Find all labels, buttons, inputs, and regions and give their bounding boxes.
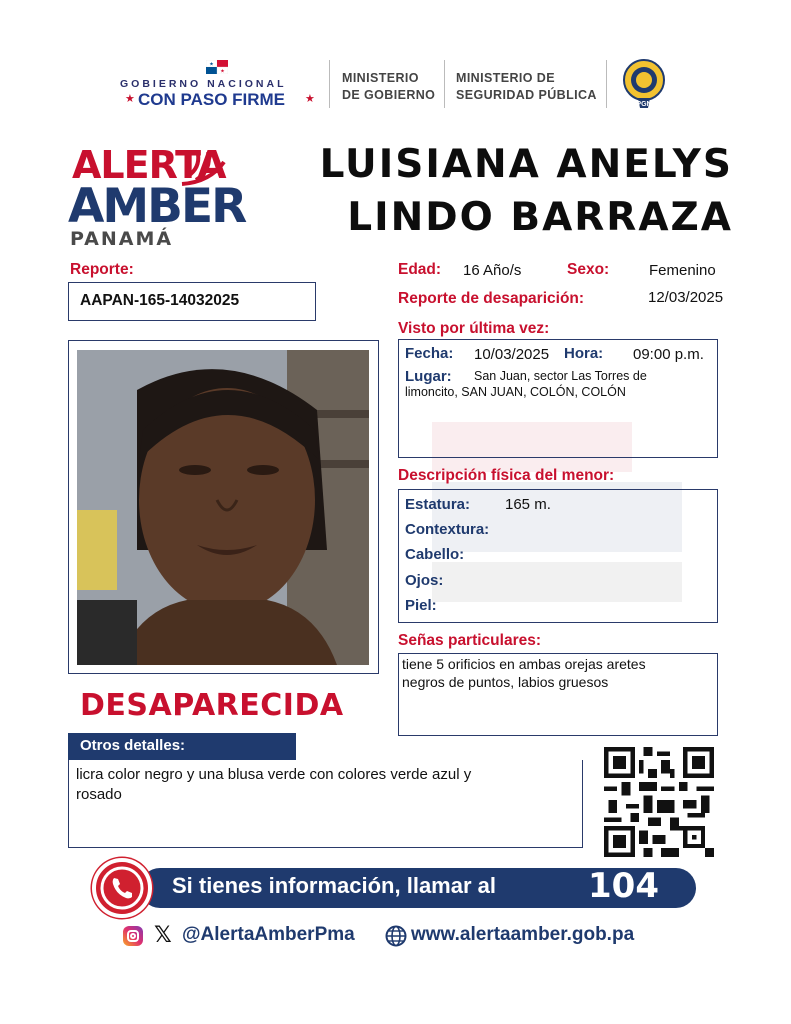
build-label: Contextura: [405, 521, 490, 538]
ministry2-line1: MINISTERIO DE [456, 71, 555, 85]
gov-line1: GOBIERNO NACIONAL [120, 78, 287, 90]
ministry-gobierno [342, 70, 435, 104]
report-code: AAPAN-165-14032025 [80, 292, 240, 309]
place-label: Lugar: [405, 368, 452, 385]
time-label: Hora: [564, 345, 604, 362]
person-name-line1: LUISIANA ANELYS [319, 142, 733, 187]
physical-title: Descripción física del menor: [398, 467, 615, 484]
instagram-icon[interactable] [123, 926, 143, 946]
seal-text: PGN [636, 101, 652, 108]
height-value: 165 m. [505, 496, 551, 513]
age-value: 16 Año/s [463, 262, 522, 279]
place-value-line2: limoncito, SAN JUAN, COLÓN, COLÓN [405, 385, 626, 399]
place-value-line1: San Juan, sector Las Torres de [474, 369, 647, 383]
logo-panama: PANAMÁ [70, 228, 174, 250]
date-label: Fecha: [405, 345, 454, 362]
qr-code[interactable] [604, 747, 714, 857]
header-divider [329, 60, 330, 108]
skin-label: Piel: [405, 597, 437, 614]
svg-text:★: ★ [220, 68, 225, 74]
other-details-text [76, 765, 576, 805]
sex-value: Femenino [649, 262, 716, 279]
star-icon: ★ [305, 93, 315, 105]
other-details-line1: licra color negro y una blusa verde con colores verde azul y [76, 766, 472, 783]
star-icon: ★ [125, 93, 135, 105]
phone-icon [92, 858, 152, 918]
ministry1-line2: DE GOBIERNO [342, 88, 436, 102]
signal-waves-icon [180, 148, 230, 198]
person-name-line2: LINDO BARRAZA [347, 195, 733, 240]
height-label: Estatura: [405, 496, 471, 513]
marks-text-line2: negros de puntos, labios gruesos [402, 674, 609, 690]
gov-line2: CON PASO FIRME [138, 90, 286, 109]
disappearance-label: Reporte de desaparición: [398, 290, 585, 307]
svg-text:★: ★ [209, 61, 214, 68]
report-label: Reporte: [70, 261, 134, 278]
last-seen-title: Visto por última vez: [398, 320, 550, 337]
website-link[interactable]: www.alertaamber.gob.pa [411, 924, 635, 945]
ministry-seguridad [456, 70, 597, 104]
missing-person-photo [77, 350, 369, 665]
marks-text-line1: tiene 5 orificios en ambas orejas aretes [402, 656, 646, 672]
hair-label: Cabello: [405, 546, 465, 563]
logo-alerta: ALERTA [72, 143, 226, 187]
header-divider [606, 60, 607, 108]
sex-label: Sexo: [567, 261, 610, 278]
header-divider [444, 60, 445, 108]
ministry1-line1: MINISTERIO [342, 71, 419, 85]
globe-icon [385, 925, 407, 947]
emergency-number[interactable]: 104 [588, 866, 659, 906]
ministry2-line2: SEGURIDAD PÚBLICA [456, 88, 597, 102]
banner-text: Si tienes información, llamar al [172, 873, 496, 898]
status-missing: DESAPARECIDA [80, 688, 344, 723]
time-value: 09:00 p.m. [633, 346, 704, 363]
panama-flag-icon [206, 60, 228, 74]
age-label: Edad: [398, 261, 442, 278]
logo-amber: AMBER [68, 179, 246, 234]
other-details-title: Otros detalles: [68, 733, 296, 760]
other-details-line2: rosado [76, 786, 122, 803]
eyes-label: Ojos: [405, 572, 444, 589]
pgn-seal-icon [620, 58, 668, 110]
social-handle[interactable]: @AlertaAmberPma [182, 924, 355, 945]
marks-title: Señas particulares: [398, 632, 542, 649]
disappearance-date: 12/03/2025 [648, 289, 724, 306]
x-icon[interactable]: 𝕏 [154, 922, 172, 947]
date-value: 10/03/2025 [474, 346, 550, 363]
